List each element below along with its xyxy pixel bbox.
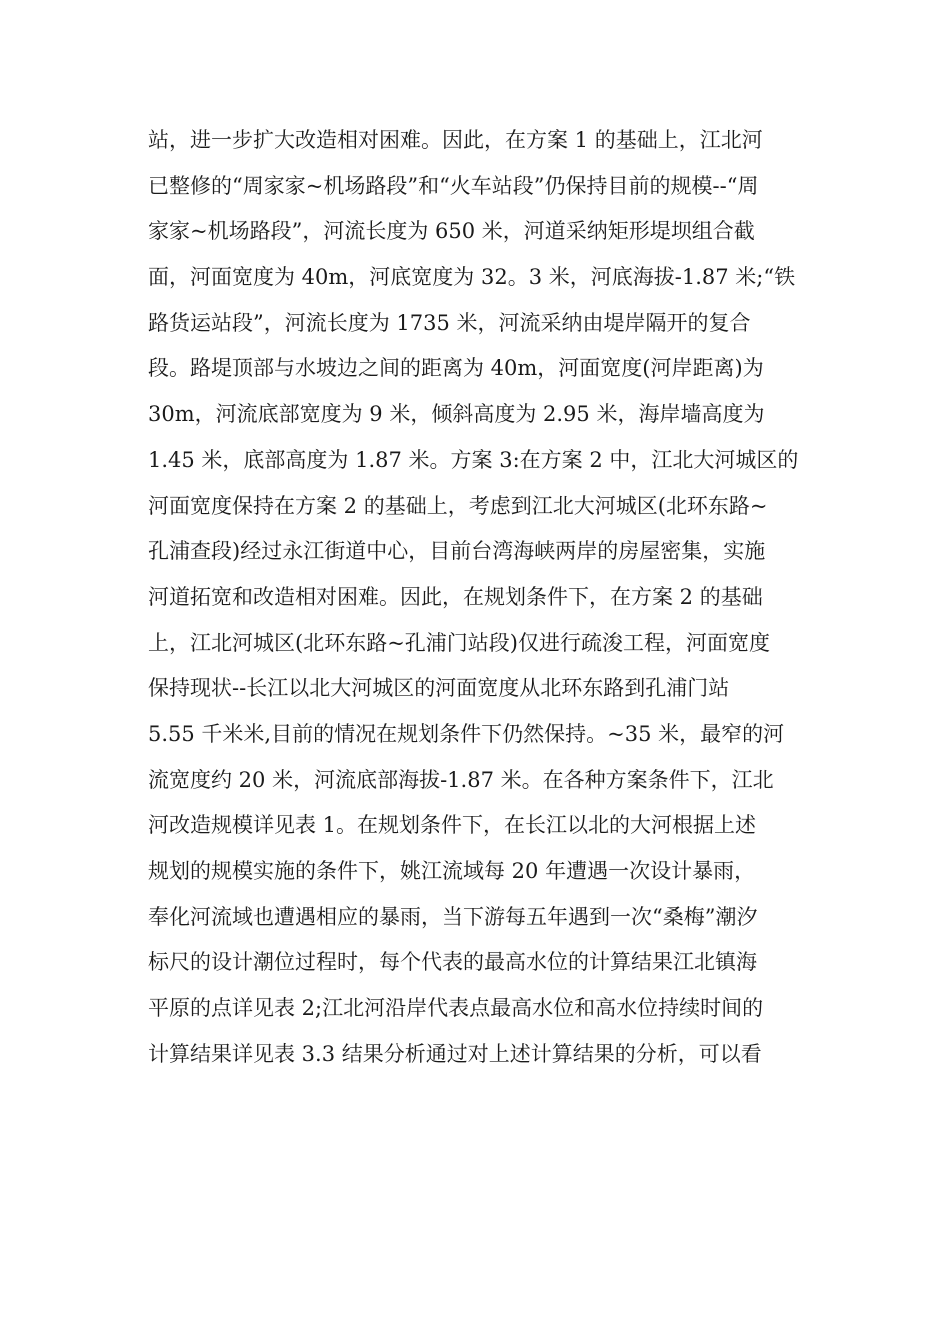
text-line-21: 计算结果详见表 3.3 结果分析通过对上述计算结果的分析，可以看: [148, 1041, 762, 1066]
text-line-8: 1.45 米，底部高度为 1.87 米。方案 3:在方案 2 中，江北大河城区的: [148, 447, 799, 472]
text-line-5: 路货运站段”，河流长度为 1735 米，河流采纳由堤岸隔开的复合: [148, 310, 751, 335]
text-line-9: 河面宽度保持在方案 2 的基础上，考虑到江北大河城区(北环东路~: [148, 493, 768, 518]
text-line-1: 站，进一步扩大改造相对困难。因此，在方案 1 的基础上，江北河: [148, 128, 763, 152]
text-line-12: 上，江北河城区(北环东路~孔浦门站段)仅进行疏浚工程，河面宽度: [148, 630, 770, 655]
text-line-3: 家家~机场路段”，河流长度为 650 米，河道采纳矩形堤坝组合截: [148, 219, 755, 244]
text-line-16: 河改造规模详见表 1。在规划条件下，在长江以北的大河根据上述: [148, 813, 757, 838]
body-text: [148, 118, 828, 1077]
text-line-6: 段。路堤顶部与水坡边之间的距离为 40m，河面宽度(河岸距离)为: [148, 356, 764, 381]
text-line-17: 规划的规模实施的条件下，姚江流域每 20 年遭遇一次设计暴雨，: [148, 859, 756, 883]
text-line-4: 面，河面宽度为 40m，河底宽度为 32。3 米，河底海拔-1.87 米;“铁: [148, 265, 796, 290]
text-line-13: 保持现状--长江以北大河城区的河面宽度从北环东路到孔浦门站: [148, 676, 730, 701]
text-line-7: 30m，河流底部宽度为 9 米，倾斜高度为 2.95 米，海岸墙高度为: [148, 402, 765, 427]
text-line-10: 孔浦查段)经过永江街道中心，目前台湾海峡两岸的房屋密集，实施: [148, 539, 766, 564]
text-line-2: 已整修的“周家家~机场路段”和“火车站段”仍保持目前的规模--“周: [148, 173, 759, 198]
text-line-18: 奉化河流域也遭遇相应的暴雨，当下游每五年遇到一次“桑梅”潮汐: [148, 904, 758, 929]
text-line-14: 5.55 千米米,目前的情况在规划条件下仍然保持。~35 米，最窄的河: [148, 721, 785, 746]
text-line-11: 河道拓宽和改造相对困难。因此，在规划条件下，在方案 2 的基础: [148, 584, 763, 609]
text-line-19: 标尺的设计潮位过程时，每个代表的最高水位的计算结果江北镇海: [148, 950, 757, 975]
text-line-20: 平原的点详见表 2;江北河沿岸代表点最高水位和高水位持续时间的: [148, 996, 764, 1021]
text-line-15: 流宽度约 20 米，河流底部海拔-1.87 米。在各种方案条件下，江北: [148, 767, 774, 792]
